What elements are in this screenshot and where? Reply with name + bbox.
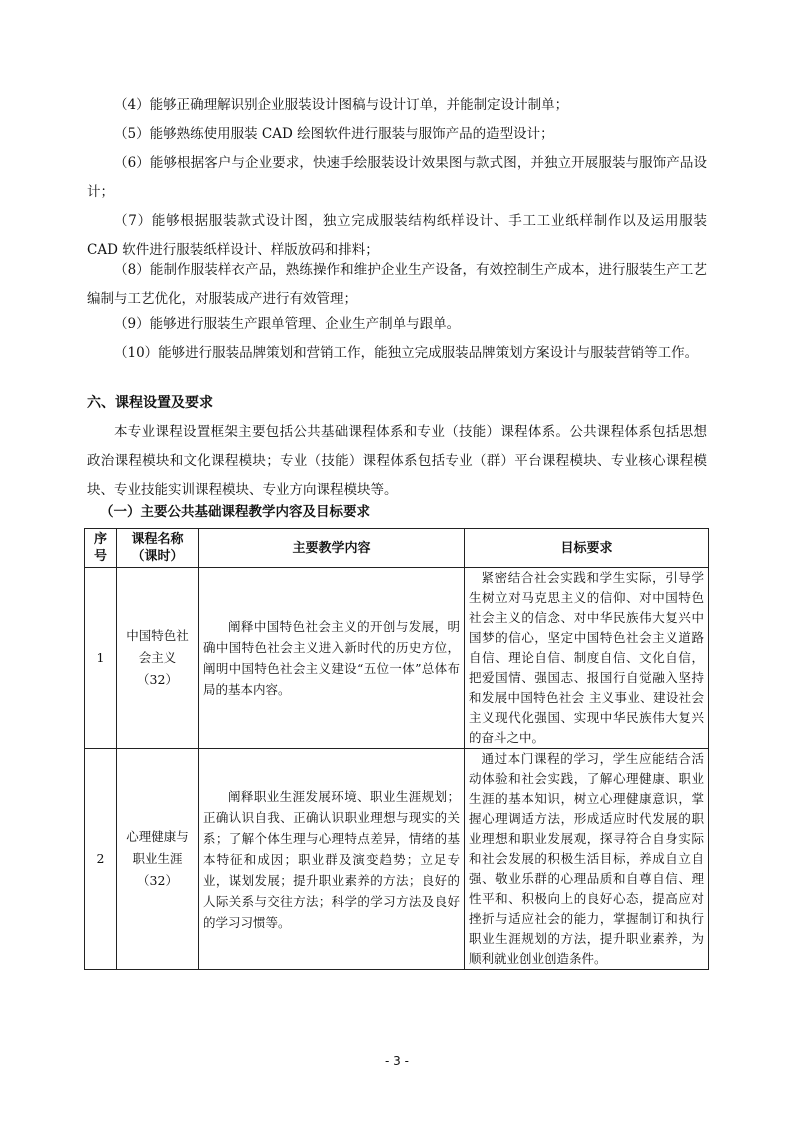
row-num: 2 [85, 749, 117, 970]
ability-item-10: （10）能够进行服装品牌策划和营销工作，能独立完成服装品牌策划方案设计与服装营销等工作。 [114, 345, 699, 361]
table-row [85, 568, 709, 749]
course-name: 中国特色社会主义 [126, 628, 189, 665]
course-name: 心理健康与职业生涯 [126, 829, 189, 866]
ability-item-4: （4）能够正确理解识别企业服装设计图稿与设计订单，并能制定设计制单； [114, 97, 569, 113]
row-num: 1 [85, 568, 117, 749]
ability-item-8: （8）能制作服装样衣产品，熟练操作和维护企业生产设备，有效控制生产成本，进行服装生产工艺编制与工艺优化，对服装成产进行有效管理； [87, 262, 707, 307]
header-course-name [117, 529, 199, 568]
course-hours: （32） [137, 873, 178, 888]
header-content: 主要教学内容 [199, 529, 465, 568]
header-name-line2: （课时） [131, 549, 184, 564]
intro-paragraph: 本专业课程设置框架主要包括公共基础课程体系和专业（技能）课程体系。公共课程体系包括思想政治课程模块和文化课程模块；专业（技能）课程体系包括专业（群）平台课程模块、专业核心课程模块、专业技能实训课程模块、专业方向课程模块等。 [87, 424, 707, 498]
header-num: 序号 [85, 529, 117, 568]
ability-item-7: （7）能够根据服装款式设计图，独立完成服装结构纸样设计、手工工业纸样制作以及运用服装 CAD 软件进行服装纸样设计、样版放码和排料； [87, 213, 707, 258]
course-name-cell [117, 568, 199, 749]
ability-item-9: （9）能够进行服装生产跟单管理、企业生产制单与跟单。 [114, 316, 461, 332]
header-goal: 目标要求 [465, 529, 709, 568]
course-goal: 紧密结合社会实践和学生实际，引导学生树立对马克思主义的信仰、对中国特色社会主义的信念、对中华民族伟大复兴中国梦的信心，坚定中国特色社会主义道路自信、理论自信、制度自信、文化自信，把爱国情、强国志、报国行自觉融入坚持和发展中国特色社会 主义事业、建设社会主义现代化强国、实现中华民族伟大复兴的奋斗之中。 [465, 568, 709, 749]
course-table [84, 528, 709, 970]
section-heading: 六、课程设置及要求 [87, 395, 213, 411]
course-hours: （32） [137, 672, 178, 687]
course-name-cell [117, 749, 199, 970]
table-row [85, 749, 709, 970]
header-name-line1: 课程名称 [131, 532, 184, 547]
subsection-heading: （一）主要公共基础课程教学内容及目标要求 [100, 504, 370, 520]
page-number: - 3 - [385, 1054, 409, 1068]
course-content: 阐释中国特色社会主义的开创与发展，明确中国特色社会主义进入新时代的历史方位， 阐明中国特色社会主义建设“五位一体”总体布局的基本内容。 [199, 568, 465, 749]
ability-item-6: （6）能够根据客户与企业要求，快速手绘服装设计效果图与款式图，并独立开展服装与服饰产品设计； [87, 155, 707, 200]
table-header-row [85, 529, 709, 568]
course-content: 阐释职业生涯发展环境、职业生涯规划；正确认识自我、正确认识职业理想与现实的关系；了解个体生理与心理特点差异，情绪的基本特征和成因；职业群及演变趋势；立足专业，谋划发展；提升职业素养的方法；良好的人际关系与交往方法；科学的学习方法及良好的学习习惯等。 [199, 749, 465, 970]
ability-item-5: （5）能够熟练使用服装 CAD 绘图软件进行服装与服饰产品的造型设计； [114, 126, 554, 142]
course-goal: 通过本门课程的学习，学生应能结合活动体验和社会实践，了解心理健康、职业生涯的基本知识，树立心理健康意识，掌握心理调适方法，形成适应时代发展的职业理想和职业发展观，探寻符合自身实际和社会发展的积极生活目标，养成自立自强、敬业乐群的心理品质和自尊自信、理性平和、积极向上的良好心态，提高应对挫折与适应社会的能力，掌握制订和执行职业生涯规划的方法，提升职业素养，为顺利就业创业创造条件。 [465, 749, 709, 970]
